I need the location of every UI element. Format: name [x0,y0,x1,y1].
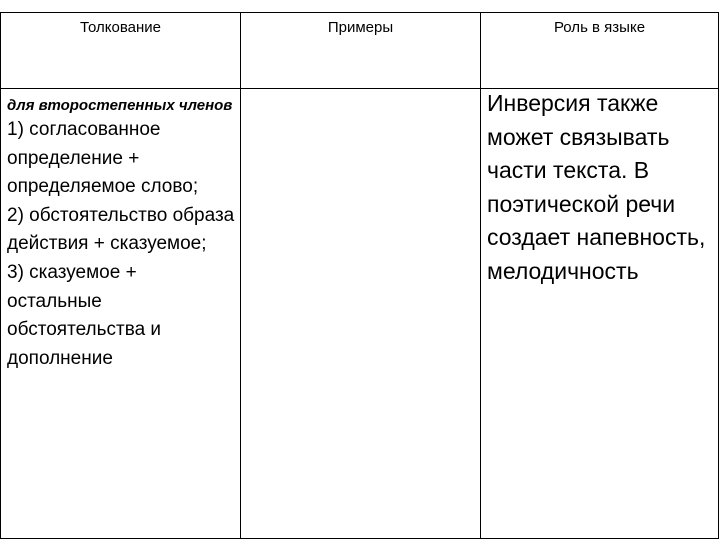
interpretation-item: 1) согласованное определение + определяемое слово; [7,119,199,198]
role-cell [481,89,719,539]
interpretation-item: 3) сказуемое + остальные обстоятельства и дополнение [7,261,162,369]
header-role: Роль в языке [481,13,719,89]
interpretation-list [7,116,236,373]
role-text: Инверсия также может связывать части текста. В поэтической речи создает напевность, мелодичность [487,90,706,284]
content-table [0,12,719,539]
interpretation-cell [1,89,241,539]
header-examples: Примеры [241,13,481,89]
examples-cell [241,89,481,539]
header-row [1,13,719,89]
body-row [1,89,719,539]
interpretation-item: 2) обстоятельство образа действия + сказуемое; [7,204,235,255]
interpretation-subheading: для второстепенных членов [7,97,233,114]
header-interpretation: Толкование [1,13,241,89]
